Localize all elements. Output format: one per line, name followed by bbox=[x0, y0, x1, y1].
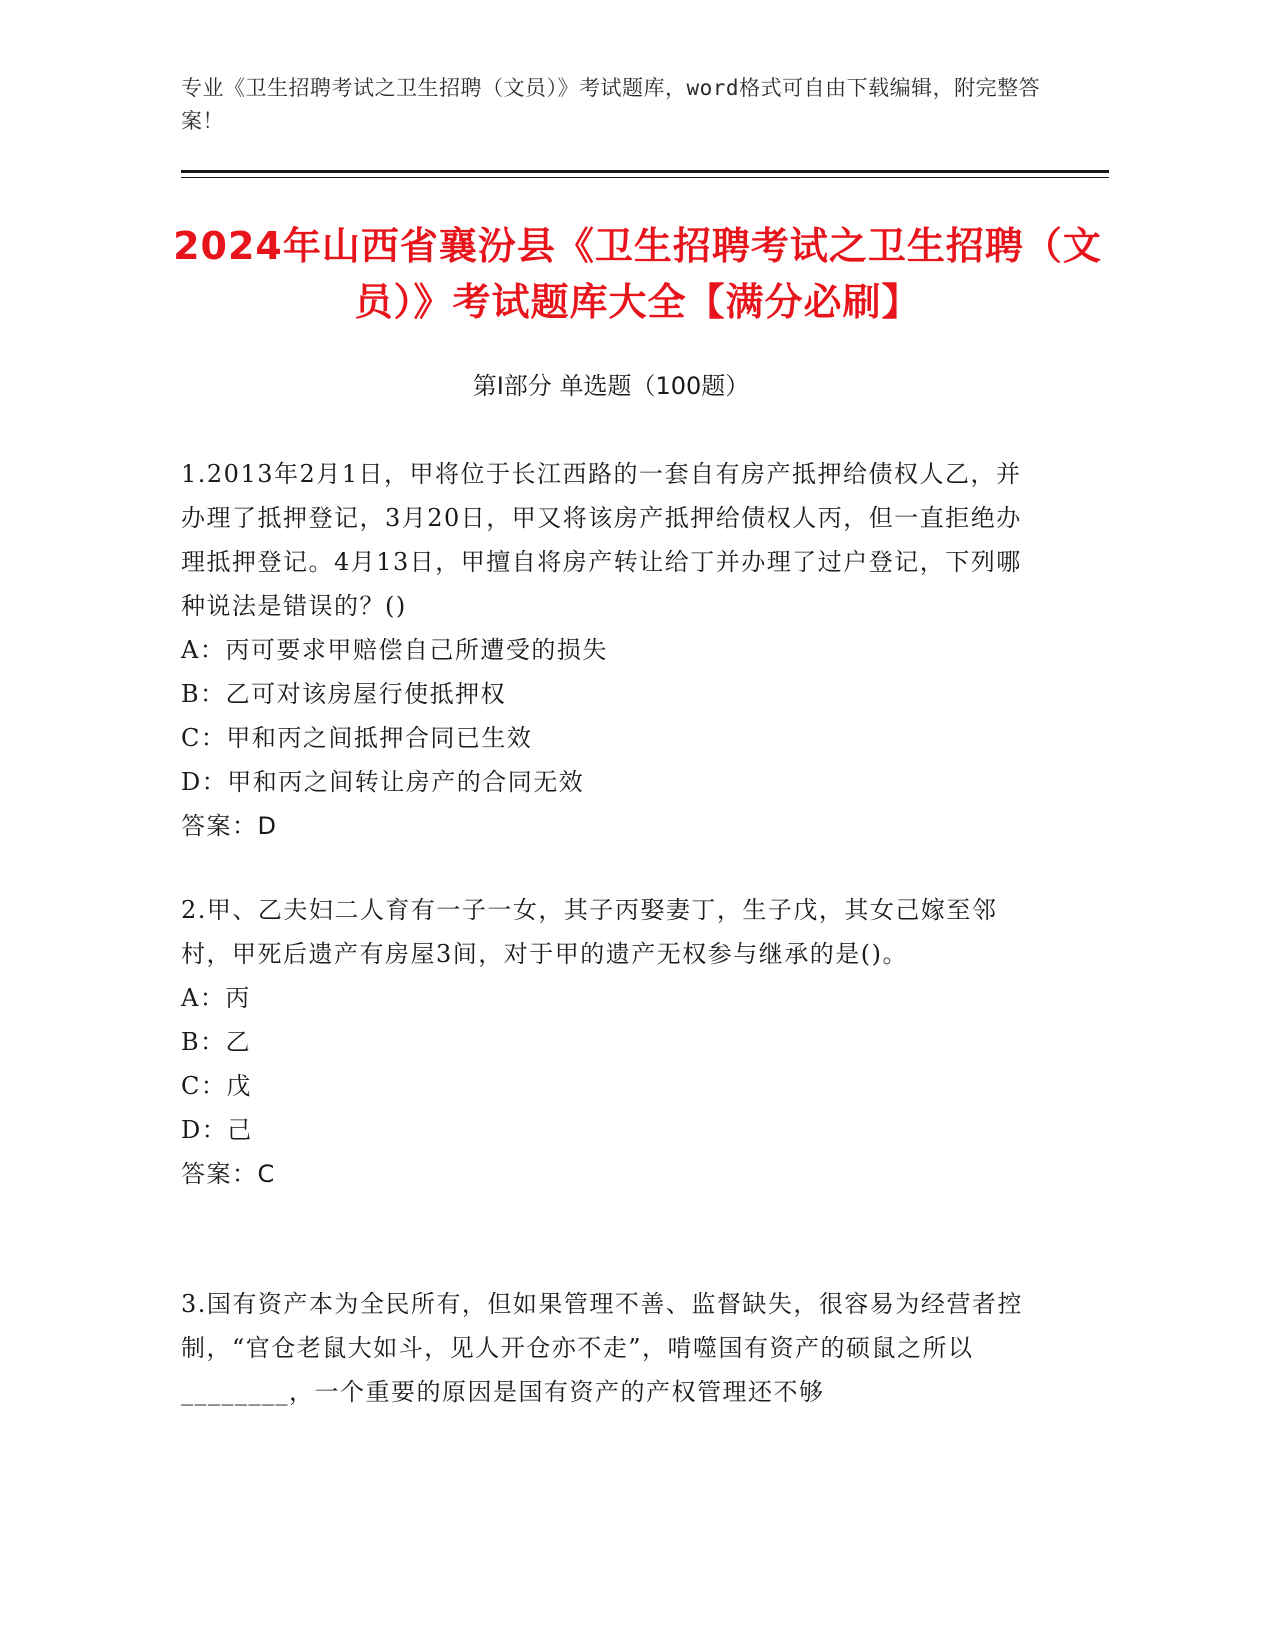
option-c: C：甲和丙之间抵押合同已生效 bbox=[181, 724, 533, 752]
option-a: A：丙可要求甲赔偿自己所遭受的损失 bbox=[181, 636, 608, 664]
answer: 答案：D bbox=[181, 812, 278, 840]
header-note: 专业《卫生招聘考试之卫生招聘（文员）》考试题库，word格式可自由下载编辑，附完整答案！ bbox=[181, 76, 1041, 133]
question-stem: 3.国有资产本为全民所有，但如果管理不善、监督缺失，很容易为经营者控制，“官仓老鼠大如斗，见人开仓亦不走”，啃噬国有资产的硕鼠之所以________，一个重要的原因是国有资产的产权管理还不够 bbox=[181, 1290, 1023, 1406]
option-b: B：乙可对该房屋行使抵押权 bbox=[181, 680, 507, 708]
option-d: D：甲和丙之间转让房产的合同无效 bbox=[181, 768, 585, 796]
section-heading: 第Ⅰ部分 单选题（100题） bbox=[472, 372, 750, 400]
header-divider-thick bbox=[181, 170, 1109, 173]
option-c: C：戊 bbox=[181, 1072, 252, 1100]
question-2 bbox=[181, 888, 1041, 1196]
question-3 bbox=[181, 1282, 1041, 1414]
question-stem: 1.2013年2月1日，甲将位于长江西路的一套自有房产抵押给债权人乙，并办理了抵押登记，3月20日，甲又将该房产抵押给债权人丙，但一直拒绝办理抵押登记。4月13日，甲擅自将房产转让给丁并办理了过户登记，下列哪种说法是错误的？() bbox=[181, 460, 1022, 620]
option-a: A：丙 bbox=[181, 984, 251, 1012]
document-title: 2024年山西省襄汾县《卫生招聘考试之卫生招聘（文员）》考试题库大全【满分必刷】 bbox=[173, 224, 1102, 324]
option-b: B：乙 bbox=[181, 1028, 252, 1056]
option-d: D：己 bbox=[181, 1116, 253, 1144]
question-stem: 2.甲、乙夫妇二人育有一子一女，其子丙娶妻丁，生子戊，其女己嫁至邻村，甲死后遗产有房屋3间，对于甲的遗产无权参与继承的是()。 bbox=[181, 896, 998, 968]
answer: 答案：C bbox=[181, 1160, 276, 1188]
header-divider-thin bbox=[181, 177, 1109, 178]
question-1 bbox=[181, 452, 1041, 848]
